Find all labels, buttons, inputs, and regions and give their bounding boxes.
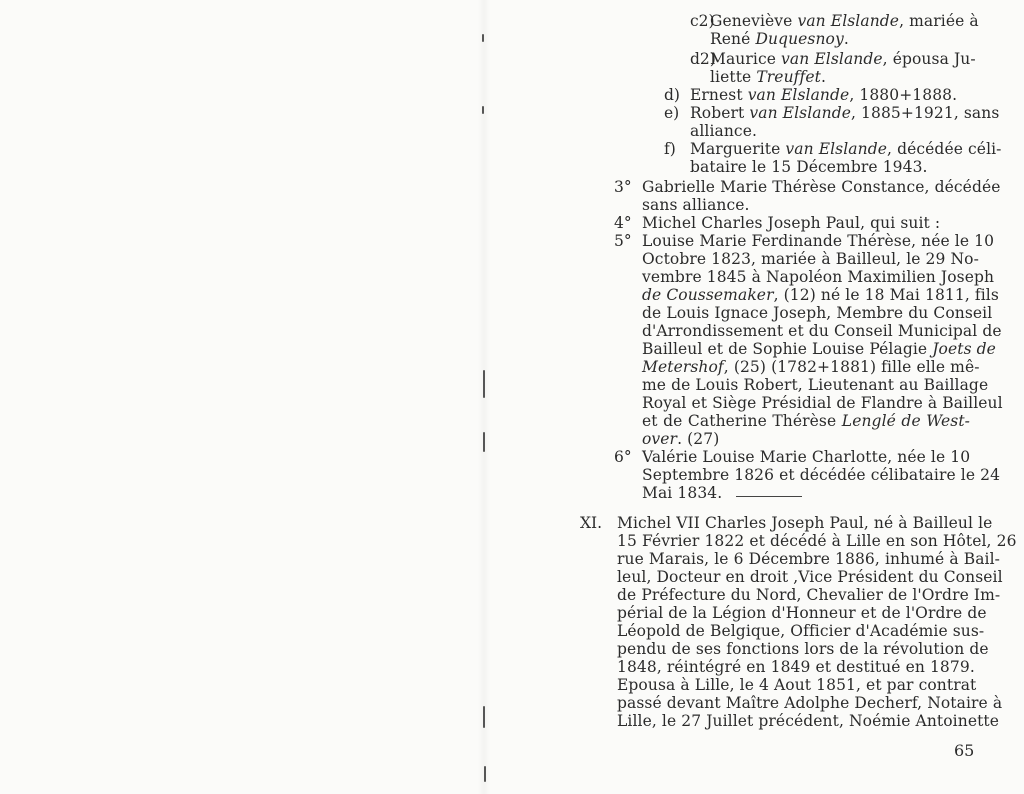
text-line bbox=[642, 358, 980, 376]
entry-marker: e) bbox=[664, 104, 680, 122]
section-separator bbox=[736, 496, 802, 497]
text-run: Valérie Louise Marie Charlotte, née le 10 bbox=[642, 448, 971, 466]
text-line bbox=[642, 214, 970, 232]
text-run: Ernest bbox=[690, 86, 748, 104]
text-line bbox=[617, 604, 987, 622]
text-run: Mai 1834. bbox=[642, 484, 723, 502]
text-run: 15 Février 1822 et décédé à Lille en son Hôtel, 26 bbox=[617, 532, 1017, 550]
text-run: alliance. bbox=[690, 122, 758, 140]
text-run: 1848, réintégré en 1849 et destitué en 1879. bbox=[617, 658, 975, 676]
speck bbox=[484, 766, 486, 782]
text-line bbox=[642, 196, 970, 214]
text-run: , 1880+1888. bbox=[849, 86, 958, 104]
text-run: me de Louis Robert, Lieutenant au Baillage bbox=[642, 376, 989, 394]
text-run: de Louis Ignace Joseph, Membre du Conseil bbox=[642, 304, 993, 322]
text-line bbox=[642, 394, 1003, 412]
text-run: Michel VII Charles Joseph Paul, né à Bailleul le bbox=[617, 514, 993, 532]
text-run: , mariée à bbox=[899, 12, 979, 30]
text-line bbox=[617, 640, 989, 658]
entry-marker: 5° bbox=[614, 232, 632, 250]
text-run: Geneviève bbox=[710, 12, 798, 30]
text-line bbox=[642, 232, 995, 250]
text-line bbox=[642, 466, 1001, 484]
text-line bbox=[642, 286, 999, 304]
speck bbox=[483, 706, 485, 728]
text-run: Louise Marie Ferdinande Thérèse, née le 10 bbox=[642, 232, 995, 250]
text-run: passé devant Maître Adolphe Decherf, Notaire à bbox=[617, 694, 1003, 712]
text-line bbox=[642, 448, 970, 466]
text-run: leul, Docteur en droit ,Vice Président du Conseil bbox=[617, 568, 1003, 586]
italic-name: van Elslande bbox=[785, 140, 888, 158]
text-line bbox=[617, 658, 975, 676]
text-run: , (12) né le 18 Mai 1811, fils bbox=[773, 286, 999, 304]
text-line bbox=[642, 322, 1002, 340]
speck bbox=[482, 106, 484, 114]
text-line bbox=[690, 140, 1002, 158]
entry-marker: c2) bbox=[690, 12, 715, 30]
text-line bbox=[617, 550, 1001, 568]
text-run: périal de la Légion d'Honneur et de l'Ordre de bbox=[617, 604, 987, 622]
italic-name: van Elslande bbox=[747, 86, 850, 104]
text-run: Gabrielle Marie Thérèse Constance, décédée bbox=[642, 178, 1001, 196]
italic-name: van Elslande bbox=[781, 50, 883, 68]
text-line bbox=[642, 412, 970, 430]
text-run: , décédée céli- bbox=[887, 140, 1002, 158]
text-line bbox=[642, 304, 993, 322]
text-run: Léopold de Belgique, Officier d'Académie sus- bbox=[617, 622, 985, 640]
italic-name: de Coussemaker bbox=[642, 286, 774, 304]
speck bbox=[482, 34, 484, 42]
entry-marker: d) bbox=[664, 86, 680, 104]
text-run: , épousa Ju- bbox=[882, 50, 976, 68]
text-run: René bbox=[710, 30, 756, 48]
entry-marker: f) bbox=[664, 140, 676, 158]
text-run: sans alliance. bbox=[642, 196, 750, 214]
italic-name: van Elslande bbox=[749, 104, 851, 122]
text-run: Royal et Siège Présidial de Flandre à Bailleul bbox=[642, 394, 1003, 412]
text-line bbox=[617, 586, 1001, 604]
text-line bbox=[617, 622, 985, 640]
text-run: Octobre 1823, mariée à Bailleul, le 29 No- bbox=[642, 250, 979, 268]
text-run: Marguerite bbox=[690, 140, 786, 158]
text-line bbox=[642, 340, 996, 358]
text-line bbox=[642, 376, 989, 394]
text-run: Bailleul et de Sophie Louise Pélagie bbox=[642, 340, 933, 358]
entry-marker: 6° bbox=[614, 448, 632, 466]
text-line bbox=[710, 12, 979, 30]
text-line bbox=[642, 430, 970, 448]
text-run: d'Arrondissement et du Conseil Municipal de bbox=[642, 322, 1002, 340]
text-run: bataire le 15 Décembre 1943. bbox=[690, 158, 928, 176]
page-number: 65 bbox=[954, 741, 975, 760]
text-line bbox=[617, 676, 977, 694]
entry-marker: XI. bbox=[580, 514, 603, 532]
speck bbox=[483, 432, 485, 452]
text-run: . bbox=[820, 68, 826, 86]
italic-name: Duquesnoy bbox=[755, 30, 844, 48]
text-line bbox=[617, 712, 1000, 730]
text-run: Septembre 1826 et décédée célibataire le 24 bbox=[642, 466, 1001, 484]
text-run: vembre 1845 à Napoléon Maximilien Joseph bbox=[642, 268, 995, 286]
text-line bbox=[690, 122, 970, 140]
entry-marker: 4° bbox=[614, 214, 632, 232]
text-run: rue Marais, le 6 Décembre 1886, inhumé à Bail- bbox=[617, 550, 1001, 568]
text-line bbox=[690, 158, 970, 176]
text-line bbox=[617, 514, 993, 532]
italic-name: Metershof bbox=[642, 358, 724, 376]
text-line bbox=[690, 86, 970, 104]
italic-name: Joets de bbox=[932, 340, 996, 358]
text-run: , 1885+1921, sans bbox=[850, 104, 1000, 122]
text-run: . (27) bbox=[677, 430, 720, 448]
italic-name: Treuffet bbox=[756, 68, 821, 86]
text-run: Lille, le 27 Juillet précédent, Noémie Antoinette bbox=[617, 712, 1000, 730]
italic-name: Lenglé de West- bbox=[841, 412, 970, 430]
text-line bbox=[710, 68, 970, 86]
text-line bbox=[617, 568, 1003, 586]
text-line bbox=[642, 250, 979, 268]
text-run: Epousa à Lille, le 4 Aout 1851, et par contrat bbox=[617, 676, 977, 694]
text-run: Maurice bbox=[710, 50, 782, 68]
text-run: pendu de ses fonctions lors de la révolution de bbox=[617, 640, 989, 658]
text-line bbox=[710, 50, 976, 68]
text-line bbox=[690, 104, 1000, 122]
text-run: de Préfecture du Nord, Chevalier de l'Ordre Im- bbox=[617, 586, 1001, 604]
italic-name: over bbox=[642, 430, 678, 448]
entry-marker: 3° bbox=[614, 178, 632, 196]
text-run: Robert bbox=[690, 104, 750, 122]
text-run: liette bbox=[710, 68, 757, 86]
text-line bbox=[710, 30, 970, 48]
italic-name: van Elslande bbox=[797, 12, 900, 30]
text-run: , (25) (1782+1881) fille elle mê- bbox=[723, 358, 980, 376]
text-line bbox=[642, 484, 970, 502]
text-line bbox=[617, 532, 1017, 550]
text-run: et de Catherine Thérèse bbox=[642, 412, 842, 430]
text-line bbox=[642, 268, 995, 286]
speck bbox=[483, 370, 485, 398]
text-line bbox=[642, 178, 1001, 196]
text-line bbox=[617, 694, 1003, 712]
text-run: Michel Charles Joseph Paul, qui suit : bbox=[642, 214, 941, 232]
text-run: . bbox=[843, 30, 849, 48]
entry-marker: d2) bbox=[690, 50, 716, 68]
